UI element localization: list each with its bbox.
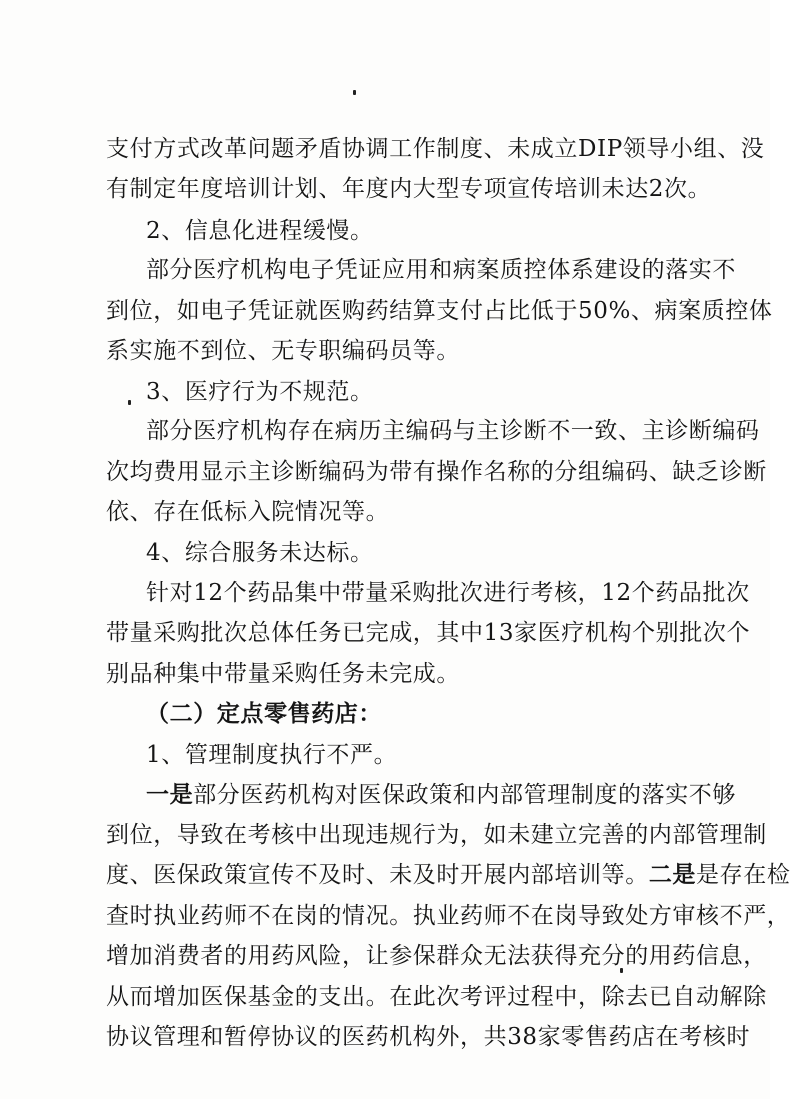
emphasis-first: 一是	[146, 781, 194, 808]
body-line-text: 部分医药机构对医保政策和内部管理制度的落实不够	[193, 782, 737, 808]
section-heading: 2、信息化进程缓慢。	[146, 218, 374, 244]
section-heading: 3、医疗行为不规范。	[146, 379, 374, 405]
section-heading: 4、综合服务未达标。	[146, 540, 374, 566]
body-line	[146, 778, 737, 812]
body-line-text: 是存在检	[696, 862, 790, 888]
body-line: 针对12个药品集中带量采购批次进行考核，12个药品批次	[146, 580, 750, 606]
body-line: 部分医疗机构存在病历主编码与主诊断不一致、主诊断编码	[146, 418, 760, 444]
body-line: 系实施不到位、无专职编码员等。	[106, 338, 460, 364]
body-line-text: 度、医保政策宣传不及时、未及时开展内部培训等。	[106, 862, 649, 888]
scan-speck	[128, 400, 131, 405]
body-line: 查时执业药师不在岗的情况。执业药师不在岗导致处方审核不严，	[106, 903, 790, 929]
body-line: 次均费用显示主诊断编码为带有操作名称的分组编码、缺乏诊断	[106, 459, 767, 485]
body-line: 从而增加医保基金的支出。在此次考评过程中，除去已自动解除	[106, 984, 767, 1010]
body-line: 支付方式改革问题矛盾协调工作制度、未成立DIP领导小组、没	[106, 136, 765, 162]
body-line: 部分医疗机构电子凭证应用和病案质控体系建设的落实不	[146, 257, 736, 283]
scan-speck	[353, 90, 356, 95]
body-line: 有制定年度培训计划、年度内大型专项宣传培训未达2次。	[106, 176, 712, 202]
body-line: 到位，如电子凭证就医购药结算支付占比低于50%、病案质控体	[106, 298, 773, 324]
body-line: 到位，导致在考核中出现违规行为，如未建立完善的内部管理制	[106, 822, 767, 848]
body-line: 带量采购批次总体任务已完成，其中13家医疗机构个别批次个	[106, 620, 751, 646]
section-heading: 1、管理制度执行不严。	[146, 742, 398, 768]
body-line: 协议管理和暂停协议的医药机构外，共38家零售药店在考核时	[106, 1024, 751, 1050]
body-line: 别品种集中带量采购任务未完成。	[106, 661, 460, 687]
emphasis-second: 二是	[648, 861, 697, 888]
body-line	[106, 858, 790, 892]
subsection-heading: （二）定点零售药店：	[146, 700, 382, 727]
body-line: 增加消费者的用药风险，让参保群众无法获得充分的用药信息，	[106, 943, 767, 969]
body-line: 依、存在低标入院情况等。	[106, 499, 390, 525]
